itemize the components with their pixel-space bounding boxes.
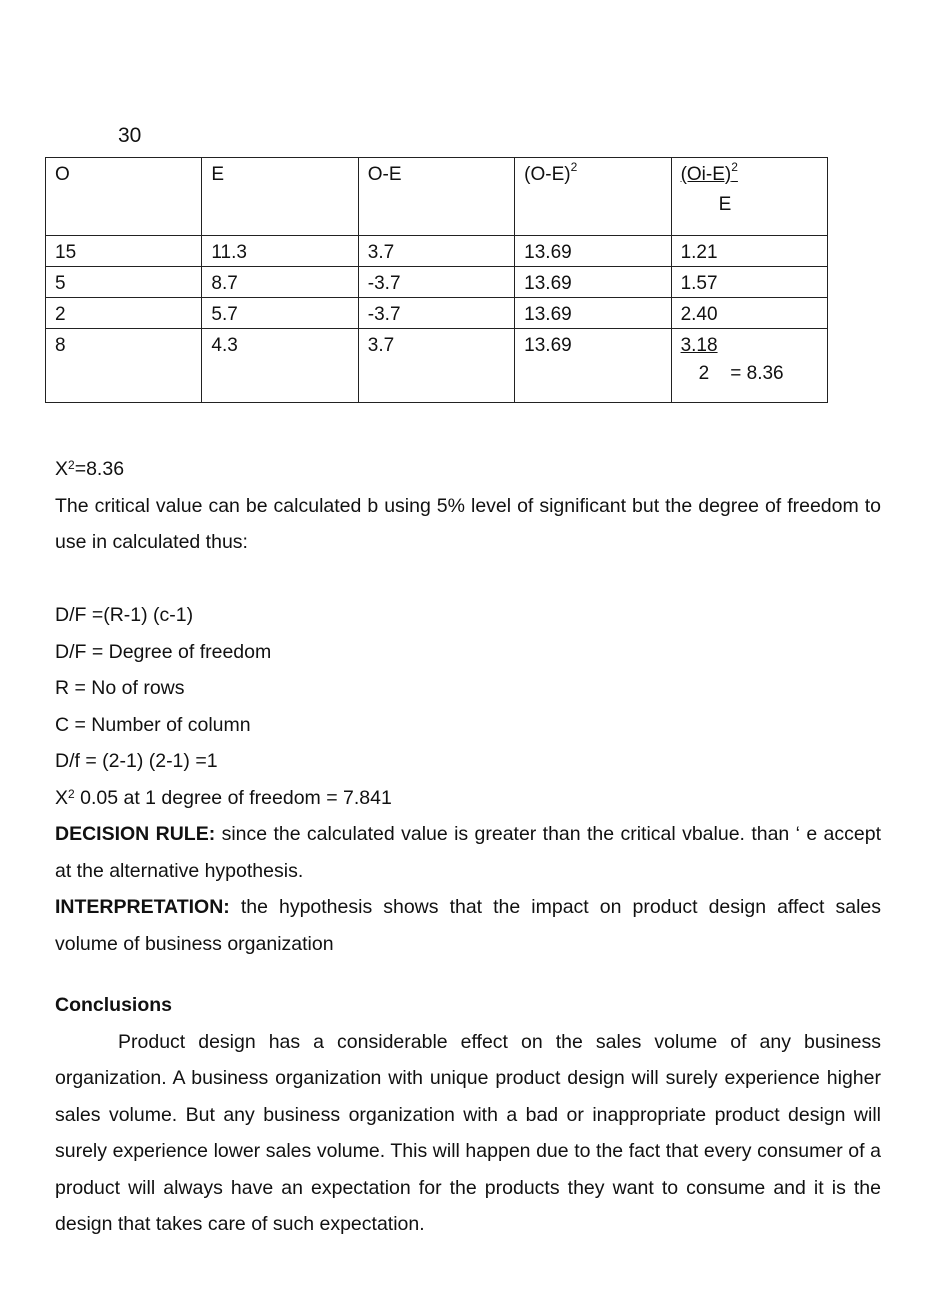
result-section bbox=[55, 451, 881, 561]
critical-value-paragraph: The critical value can be calculated b using 5% level of significant but the degree of freedom to use in calculated thus: bbox=[55, 494, 881, 553]
df-calculation: D/f = (2-1) (2-1) =1 bbox=[55, 750, 218, 772]
cell-o-minus-e: 3.7 bbox=[358, 236, 514, 267]
df-definition: D/F = Degree of freedom bbox=[55, 640, 272, 663]
cell-squared: 13.69 bbox=[515, 329, 671, 403]
cell-o-minus-e: 3.7 bbox=[358, 329, 514, 403]
cell-e: 8.7 bbox=[202, 267, 358, 298]
table-header-row bbox=[46, 158, 828, 236]
rows-definition: R = No of rows bbox=[55, 677, 185, 699]
chi-square-table bbox=[45, 157, 828, 403]
cell-ratio: 2.40 bbox=[671, 298, 827, 329]
header-o-minus-e: O-E bbox=[358, 158, 514, 236]
header-e: E bbox=[202, 158, 358, 236]
cell-o: 2 bbox=[46, 298, 202, 329]
conclusions-heading: Conclusions bbox=[55, 994, 173, 1016]
cell-squared: 13.69 bbox=[515, 298, 671, 329]
conclusions-body: Product design has a considerable effect on the sales volume of any business organization. A business organization with unique product design will surely experience higher sales volume. But any business organization with a bad or inappropriate product design will surely experience lower sales volume. This will happen due to the fact that every consumer of a product will always have an expectation for the products they want to consume and it is the design that takes care of such expectation. bbox=[55, 1030, 881, 1235]
ratio-numerator: $(Oi-E)^2$ bbox=[680, 160, 738, 185]
cell-o-minus-e: -3.7 bbox=[358, 298, 514, 329]
ratio-denominator: E bbox=[718, 194, 732, 215]
cell-squared: 13.69 bbox=[515, 236, 671, 267]
decision-rule: DECISION RULE: since the calculated value is greater than the critical vbalue. than ‘ e accept at the alternative hypothesis. bbox=[55, 823, 881, 882]
table-row bbox=[46, 298, 828, 329]
sum-line bbox=[681, 363, 818, 385]
cell-o: 5 bbox=[46, 267, 202, 298]
table-row bbox=[46, 267, 828, 298]
table-row bbox=[46, 236, 828, 267]
cell-e: 4.3 bbox=[202, 329, 358, 403]
columns-definition: C = Number of column bbox=[55, 713, 251, 736]
formulas-section bbox=[55, 597, 881, 962]
cell-e: 5.7 bbox=[202, 298, 358, 329]
page-number: 30 bbox=[118, 124, 142, 147]
interpretation: INTERPRETATION: the hypothesis shows that the impact on product design affect sales volume of business organization bbox=[55, 896, 881, 955]
chi-square-result: $X^2=8.36$ bbox=[55, 458, 125, 480]
sum-value: = 8.36 bbox=[730, 363, 784, 384]
header-squared: $(O-E)^2$ bbox=[515, 158, 671, 236]
critical-value-line: $X^2$ 0.05 at 1 degree of freedom = 7.841 bbox=[55, 786, 392, 809]
cell-e: 11.3 bbox=[202, 236, 358, 267]
cell-ratio: 1.57 bbox=[671, 267, 827, 298]
sum-symbol: 2 bbox=[698, 363, 710, 384]
cell-o-minus-e: -3.7 bbox=[358, 267, 514, 298]
cell-o: 15 bbox=[46, 236, 202, 267]
header-ratio bbox=[671, 158, 827, 236]
cell-ratio-with-sum bbox=[671, 329, 827, 403]
df-formula: D/F =(R-1) (c-1) bbox=[55, 604, 194, 626]
cell-squared: 13.69 bbox=[515, 267, 671, 298]
cell-ratio: 3.18 bbox=[680, 335, 718, 356]
header-o: O bbox=[46, 158, 202, 236]
conclusions-section bbox=[55, 987, 881, 1243]
cell-ratio: 1.21 bbox=[671, 236, 827, 267]
cell-o: 8 bbox=[46, 329, 202, 403]
table-row bbox=[46, 329, 828, 403]
